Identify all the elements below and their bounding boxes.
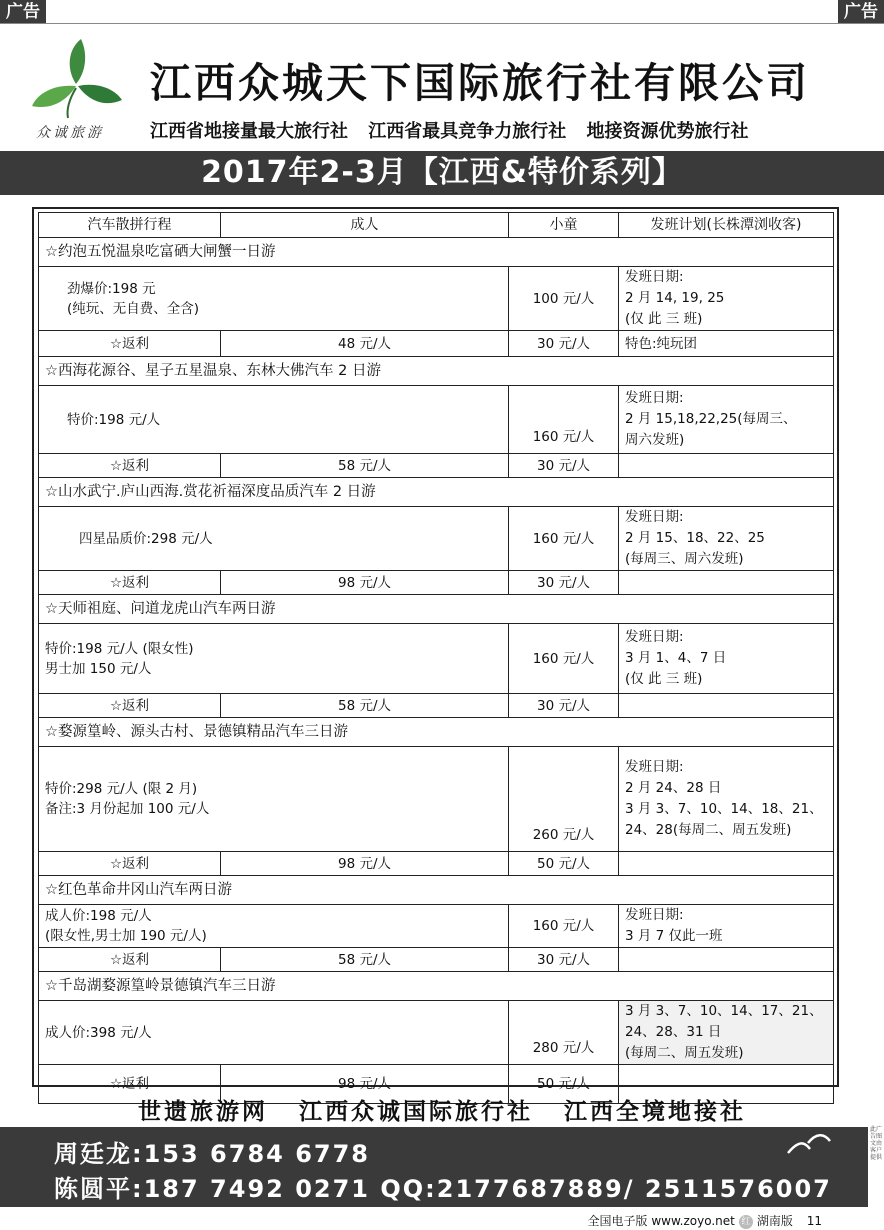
page-number: 11 [806,1214,822,1228]
child-price: 160 元/人 [509,624,619,694]
child-price: 260 元/人 [509,747,619,852]
schedule-line: 发班日期: [625,390,684,406]
child-price: 100 元/人 [509,267,619,331]
tour-rebate-row [39,948,834,972]
adult-price [39,624,509,694]
schedule-line: 2 月 15、18、22、25 [625,530,765,546]
child-price: 160 元/人 [509,507,619,571]
rebate-label: ☆返利 [39,454,221,478]
rebate-label: ☆返利 [39,694,221,718]
edition-footer [0,1208,884,1230]
rebate-child: 30 元/人 [509,694,619,718]
child-price: 160 元/人 [509,905,619,948]
rebate-note [619,948,834,972]
rebate-label: ☆返利 [39,948,221,972]
adult-price-line: 特价:198 元/人 (限女性) [45,640,194,657]
tour-rebate-row [39,852,834,876]
ad-label-right: 广告 [838,0,884,24]
schedule-line: 周六发班) [625,432,685,448]
child-price: 280 元/人 [509,1001,619,1065]
edition-circle-icon: 红 [739,1215,753,1229]
top-divider [0,23,884,24]
schedule-line: 24、28、31 日 [625,1024,722,1040]
tour-price-row [39,624,834,694]
tour-table [38,212,834,1104]
tour-title: ☆约泡五悦温泉吃富硒大闸蟹一日游 [39,238,834,267]
tour-price-row [39,386,834,454]
schedule [619,624,834,694]
rebate-label: ☆返利 [39,571,221,595]
contact-bar [0,1127,868,1207]
adult-price-line: 特价:198 元/人 [67,411,161,428]
schedule-line: 发班日期: [625,907,684,923]
adult-price [39,386,509,454]
adult-price-line: (纯玩、无自费、全含) [67,300,200,317]
rebate-adult: 58 元/人 [221,454,509,478]
adult-price [39,267,509,331]
tour-title: ☆天师祖庭、问道龙虎山汽车两日游 [39,595,834,624]
schedule [619,1001,834,1065]
header-child: 小童 [509,213,619,238]
header-route: 汽车散拼行程 [39,213,221,238]
rebate-note [619,571,834,595]
tour-title-row [39,595,834,624]
wave-decoration-icon [784,1131,834,1161]
tour-price-row [39,1001,834,1065]
schedule-line: 2 月 24、28 日 [625,780,722,796]
tour-title-row [39,357,834,386]
adult-price [39,507,509,571]
rebate-child: 30 元/人 [509,571,619,595]
schedule-line: 发班日期: [625,759,684,775]
tour-price-row [39,507,834,571]
company-name: 江西众城天下国际旅行社有限公司 [150,59,810,107]
adult-price [39,1001,509,1065]
tour-title: ☆山水武宁.庐山西海.赏花祈福深度品质汽车 2 日游 [39,478,834,507]
schedule-line: 24、28(每周二、周五发班) [625,822,792,838]
edition-site: 全国电子版 www.zoyo.net [587,1214,735,1228]
schedule-line: 3 月 3、7、10、14、17、21、 [625,1003,823,1019]
schedule-line: 发班日期: [625,629,684,645]
rebate-adult: 98 元/人 [221,571,509,595]
edition-region: 湖南版 [756,1214,793,1228]
rebate-adult: 58 元/人 [221,948,509,972]
adult-price-line: 四星品质价:298 元/人 [79,530,213,547]
schedule-line: (仅 此 三 班) [625,311,703,327]
tour-rebate-row [39,571,834,595]
schedule-line: 3 月 3、7、10、14、18、21、 [625,801,823,817]
rebate-label: ☆返利 [39,1065,221,1104]
tour-title-row [39,718,834,747]
rebate-note [619,694,834,718]
rebate-adult: 58 元/人 [221,694,509,718]
adult-price-line: 成人价:398 元/人 [45,1024,152,1041]
schedule-line: (每周二、周五发班) [625,1045,744,1061]
rebate-child: 50 元/人 [509,852,619,876]
company-slogans: 江西省地接量最大旅行社 江西省最具竞争力旅行社 地接资源优势旅行社 [150,121,749,142]
tour-title: ☆红色革命井冈山汽车两日游 [39,876,834,905]
tour-price-row [39,747,834,852]
schedule [619,905,834,948]
tour-price-row [39,905,834,948]
schedule-line: 2 月 14, 19, 25 [625,290,725,306]
adult-price [39,747,509,852]
rebate-child: 50 元/人 [509,1065,619,1104]
adult-price-line: (限女性,男士加 190 元/人) [45,928,207,944]
rebate-child: 30 元/人 [509,948,619,972]
rebate-label: ☆返利 [39,852,221,876]
tour-rebate-row [39,694,834,718]
tour-title-row [39,238,834,267]
tour-rebate-row [39,454,834,478]
adult-price-line: 特价:298 元/人 (限 2 月) [45,781,198,797]
header-adult: 成人 [221,213,509,238]
contact-line-1: 周廷龙:153 6784 6778 [54,1140,370,1168]
adult-price [39,905,509,948]
period-banner: 2017年2-3月【江西&特价系列】 [0,151,884,195]
schedule-line: 发班日期: [625,269,684,285]
header-schedule: 发班计划(长株潭浏收客) [619,213,834,238]
schedule-line: 3 月 1、4、7 日 [625,650,727,666]
schedule-line: 3 月 7 仅此一班 [625,928,723,944]
tour-title: ☆西海花源谷、星子五星温泉、东林大佛汽车 2 日游 [39,357,834,386]
adult-price-line: 成人价:198 元/人 [45,908,152,924]
logo-caption: 众诚旅游 [36,125,104,141]
schedule-line: (仅 此 三 班) [625,671,703,687]
tour-title: ☆千岛湖婺源篁岭景德镇汽车三日游 [39,972,834,1001]
rebate-note: 特色:纯玩团 [619,331,834,357]
footer-slogan: 世遗旅游网 江西众诚国际旅行社 江西全境地接社 [137,1099,746,1125]
edition-info [588,1212,822,1229]
schedule [619,267,834,331]
schedule-line: 发班日期: [625,509,684,525]
side-note: 此广告图文由客户提供 [870,1126,883,1161]
child-price: 160 元/人 [509,386,619,454]
tour-title: ☆婺源篁岭、源头古村、景德镇精品汽车三日游 [39,718,834,747]
ad-label-left: 广告 [0,0,46,24]
rebate-child: 30 元/人 [509,331,619,357]
schedule [619,386,834,454]
rebate-child: 30 元/人 [509,454,619,478]
rebate-adult: 98 元/人 [221,1065,509,1104]
adult-price-line: 劲爆价:198 元 [67,280,156,297]
table-header-row [39,213,834,238]
tour-price-row [39,267,834,331]
tour-title-row [39,972,834,1001]
adult-price-line: 备注:3 月份起加 100 元/人 [45,801,210,817]
schedule-line: (每周三、周六发班) [625,551,744,567]
rebate-note [619,454,834,478]
schedule [619,747,834,852]
tour-title-row [39,478,834,507]
schedule [619,507,834,571]
rebate-note [619,852,834,876]
schedule-line: 2 月 15,18,22,25(每周三、 [625,411,797,427]
rebate-adult: 48 元/人 [221,331,509,357]
rebate-label: ☆返利 [39,331,221,357]
adult-price-line: 男士加 150 元/人 [45,660,152,677]
tour-rebate-row [39,331,834,357]
contact-line-2: 陈圆平:187 7492 0271 QQ:2177687889/ 2511576007 [54,1175,832,1203]
tour-title-row [39,876,834,905]
rebate-adult: 98 元/人 [221,852,509,876]
